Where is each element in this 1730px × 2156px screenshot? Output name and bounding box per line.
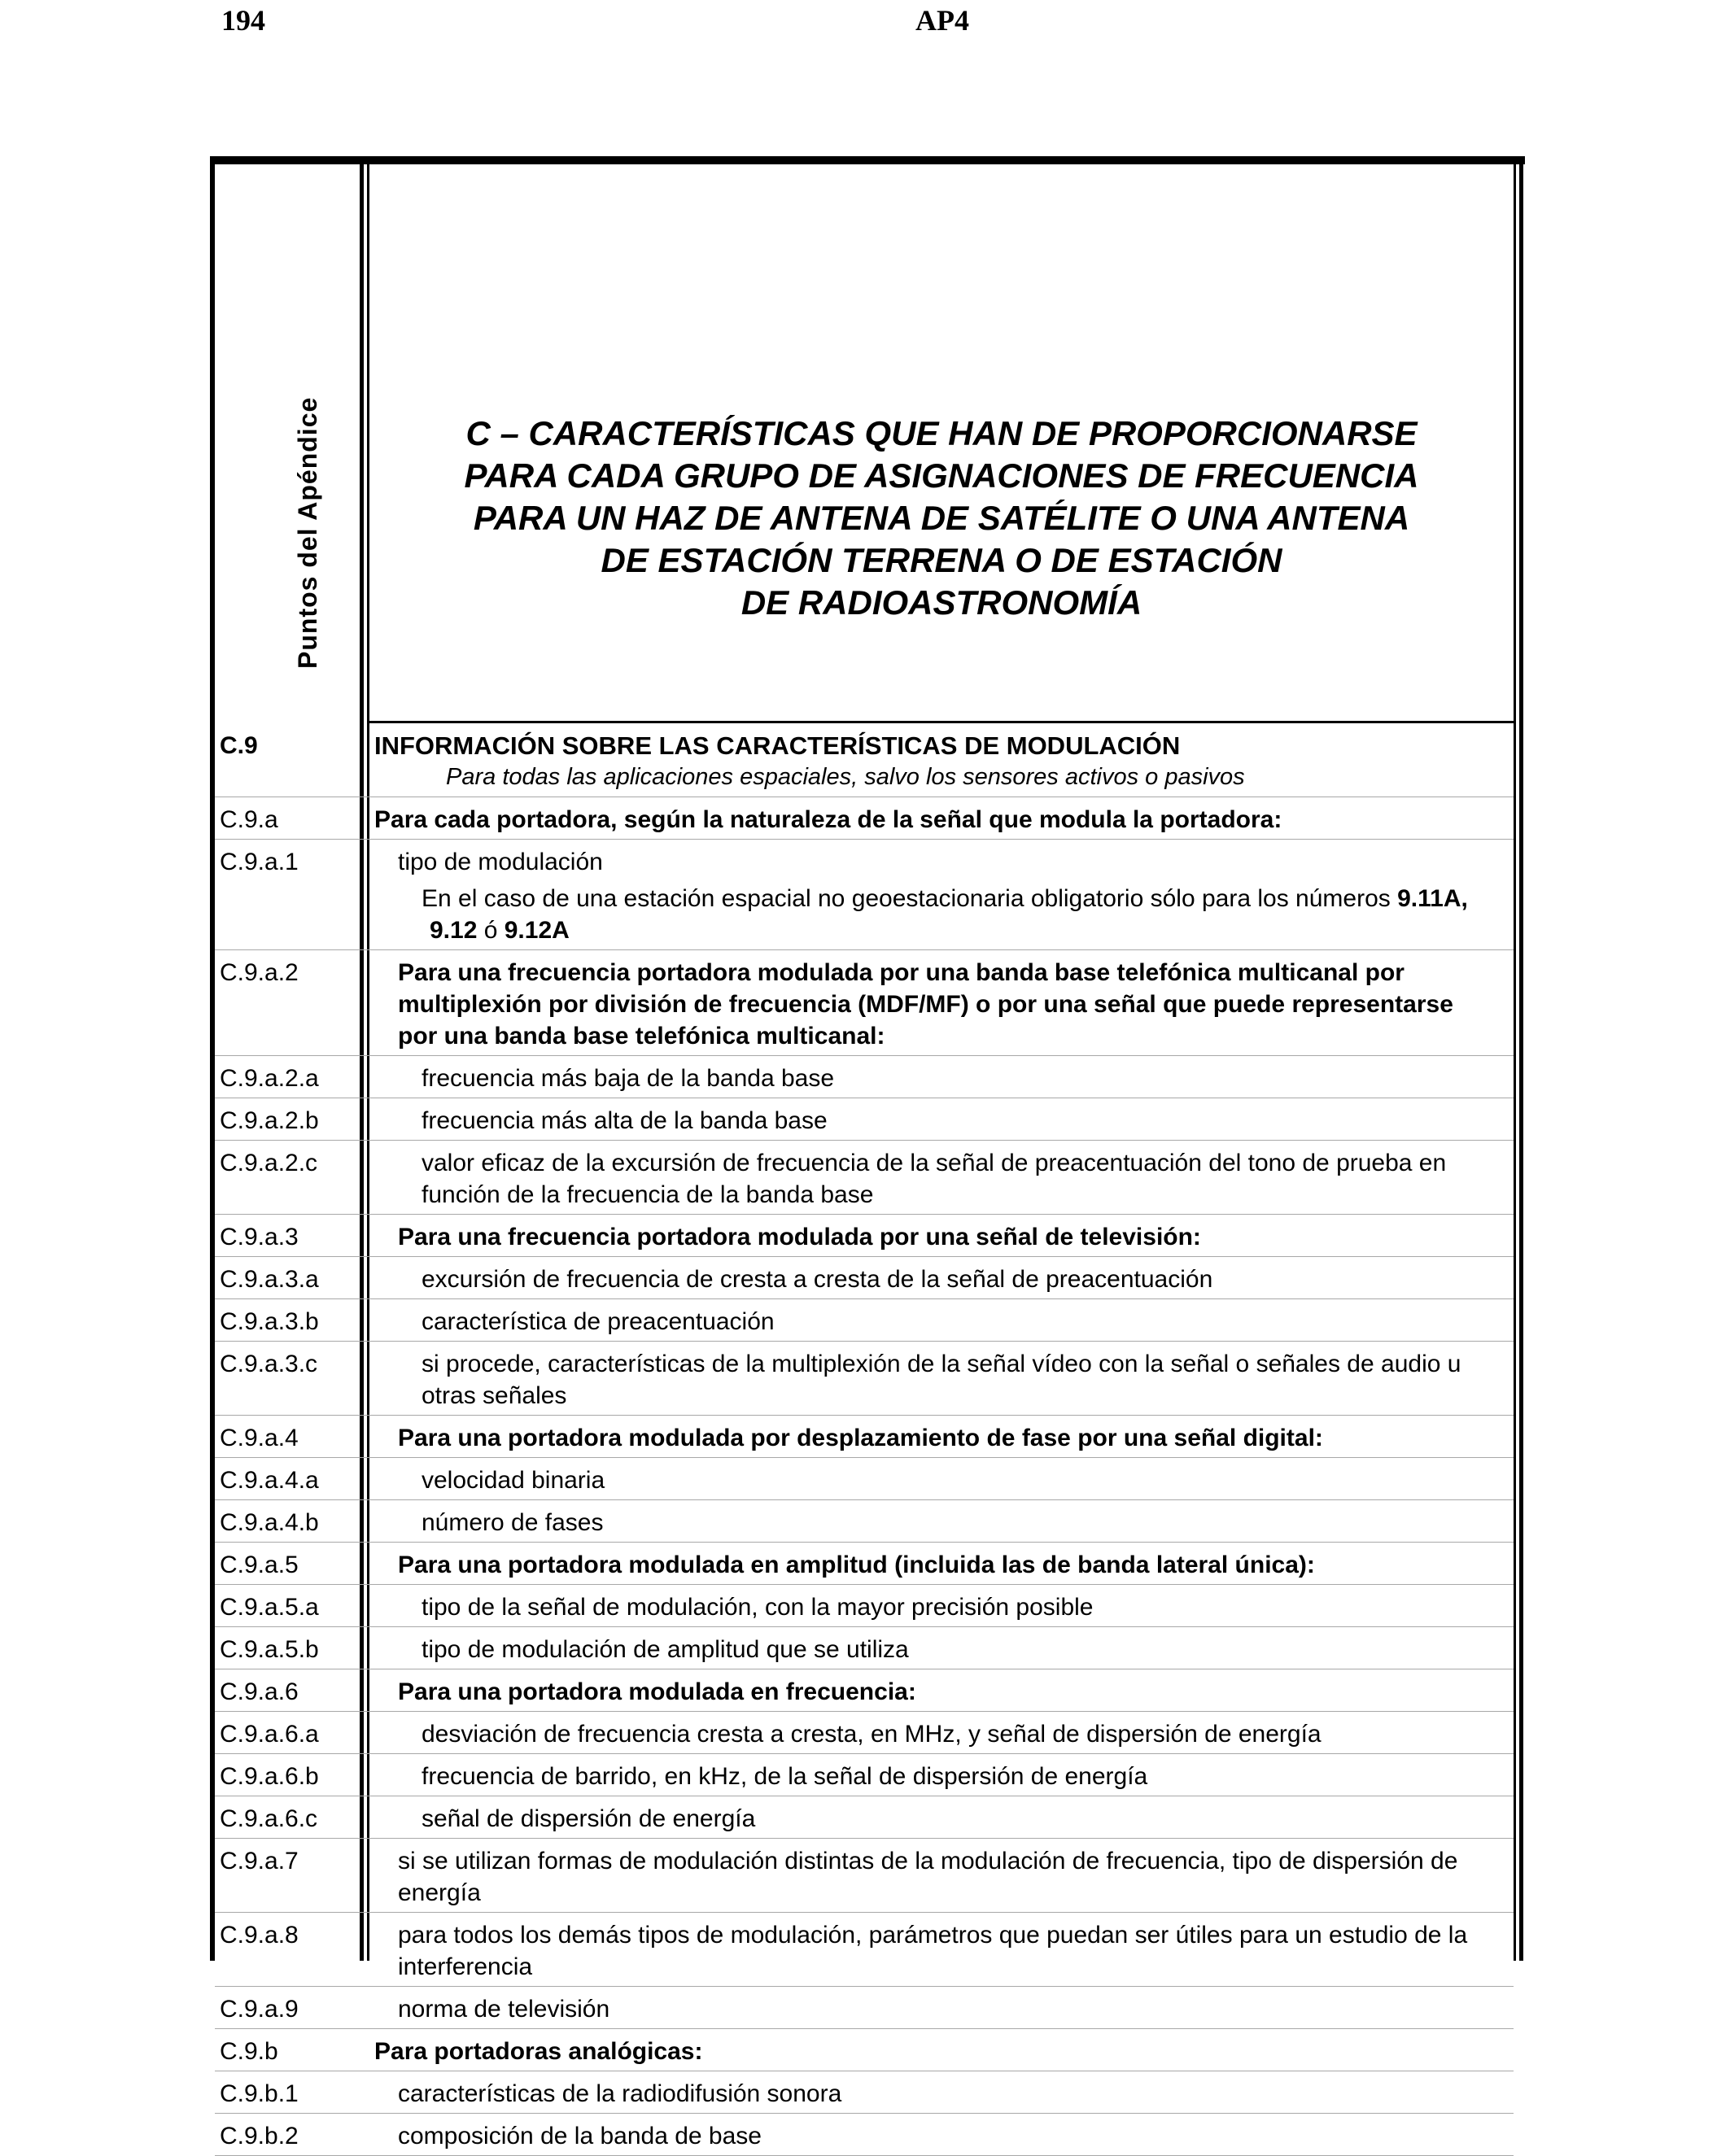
row-text: tipo de la señal de modulación, con la mayor precisión posible [422, 1594, 1094, 1621]
row-text: frecuencia más baja de la banda base [422, 1065, 835, 1092]
row-ref: C.9.b.1 [220, 2080, 299, 2107]
row-text: características de la radiodifusión sonora [398, 2080, 842, 2107]
side-label-cell [215, 164, 360, 721]
table-row [215, 1627, 1514, 1669]
row-ref: C.9.a.5.a [220, 1594, 319, 1621]
row-text: Para una frecuencia portadora modulada por una señal de televisión: [398, 1224, 1201, 1250]
table-row [215, 1257, 1514, 1299]
table-row [215, 1299, 1514, 1342]
characteristics-table [215, 723, 1514, 2156]
row-ref: C.9.a.1 [220, 849, 299, 875]
section-heading: INFORMACIÓN SOBRE LAS CARACTERÍSTICAS DE MODULACIÓN [374, 731, 1181, 760]
title-line: DE ESTACIÓN TERRENA O DE ESTACIÓN [601, 541, 1282, 579]
table-row [215, 1669, 1514, 1712]
table-row [215, 1098, 1514, 1141]
table-row [215, 1342, 1514, 1416]
row-ref: C.9.a.3.a [220, 1266, 319, 1293]
row-main-text: tipo de modulación [398, 849, 603, 875]
row-ref: C.9.a.9 [220, 1996, 299, 2023]
row-text: Para una frecuencia portadora modulada por una banda base telefónica multicanal por multiplexión por división de frecuencia (MDF/MF) o por una señal que puede representarse por una banda base telefónica multicanal: [398, 959, 1453, 1050]
row-ref: C.9.a.4 [220, 1425, 299, 1451]
table-row [215, 1416, 1514, 1458]
table-row [215, 2114, 1514, 2156]
table-row [215, 2071, 1514, 2114]
top-rule [210, 156, 1525, 164]
table-row [215, 950, 1514, 1056]
page-number: 194 [221, 4, 265, 37]
row-text: para todos los demás tipos de modulación, parámetros que puedan ser útiles para un estudio de la interferencia [398, 1922, 1468, 1980]
page-header [0, 0, 1730, 49]
row-text: número de fases [422, 1509, 604, 1536]
side-label: Puntos del Apéndice [293, 396, 322, 669]
table-row [215, 1215, 1514, 1257]
row-ref: C.9.a.3.b [220, 1308, 319, 1335]
table-row [215, 723, 1514, 797]
table-row [215, 1712, 1514, 1754]
table-row [215, 1141, 1514, 1215]
section-title-cell [369, 164, 1514, 721]
row-ref: C.9.a.6 [220, 1678, 299, 1705]
row-ref: C.9.a.3 [220, 1224, 299, 1250]
title-line: PARA UN HAZ DE ANTENA DE SATÉLITE O UNA ANTENA [473, 499, 1410, 537]
row-text: Para una portadora modulada en frecuencia: [398, 1678, 916, 1705]
row-text: excursión de frecuencia de cresta a cresta de la señal de preacentuación [422, 1266, 1213, 1293]
table-row [215, 2029, 1514, 2071]
row-ref: C.9.b.2 [220, 2123, 299, 2149]
row-text [374, 723, 1514, 797]
row-ref: C.9.a.6.c [220, 1805, 318, 1832]
title-line: C – CARACTERÍSTICAS QUE HAN DE PROPORCIONARSE [465, 414, 1418, 452]
appendix-table-frame [210, 156, 1525, 2149]
table-row [215, 1913, 1514, 1987]
row-text: Para una portadora modulada por desplazamiento de fase por una señal digital: [398, 1425, 1323, 1451]
row-ref: C.9.a.2 [220, 959, 299, 986]
table-row [215, 1585, 1514, 1627]
table-row [215, 840, 1514, 950]
row-text: norma de televisión [398, 1996, 610, 2023]
table-row [215, 1500, 1514, 1543]
table-row [215, 1056, 1514, 1098]
row-text: composición de la banda de base [398, 2123, 762, 2149]
row-text: Para cada portadora, según la naturaleza de la señal que modula la portadora: [374, 806, 1282, 833]
row-ref: C.9.a.3.c [220, 1351, 318, 1377]
appendix-code: AP4 [915, 4, 969, 37]
row-ref: C.9.a.2.b [220, 1107, 319, 1134]
row-text: frecuencia de barrido, en kHz, de la señal de dispersión de energía [422, 1763, 1148, 1790]
row-ref: C.9.a.7 [220, 1848, 299, 1874]
table-row [215, 1987, 1514, 2029]
table-row [215, 797, 1514, 840]
title-line: PARA CADA GRUPO DE ASIGNACIONES DE FRECUENCIA [464, 456, 1419, 495]
row-text: característica de preacentuación [422, 1308, 775, 1335]
row-text: valor eficaz de la excursión de frecuencia de la señal de preacentuación del tono de prueba en función de la frecuencia de la banda base [422, 1150, 1447, 1208]
row-ref: C.9.a.8 [220, 1922, 299, 1949]
row-ref: C.9.a.2.a [220, 1065, 319, 1092]
row-text: velocidad binaria [422, 1467, 605, 1494]
row-text: si procede, características de la multiplexión de la señal vídeo con la señal o señales de audio u otras señales [422, 1351, 1461, 1409]
row-text: si se utilizan formas de modulación distintas de la modulación de frecuencia, tipo de dispersión de energía [398, 1848, 1458, 1906]
row-text: desviación de frecuencia cresta a cresta, en MHz, y señal de dispersión de energía [422, 1721, 1322, 1748]
row-text: señal de dispersión de energía [422, 1805, 756, 1832]
title-line: DE RADIOASTRONOMÍA [740, 583, 1142, 622]
row-text: frecuencia más alta de la banda base [422, 1107, 828, 1134]
row-text [374, 840, 1514, 950]
row-ref: C.9.a.5 [220, 1552, 299, 1578]
row-text: Para una portadora modulada en amplitud (incluida las de banda lateral única): [398, 1552, 1315, 1578]
row-text: Para portadoras analógicas: [374, 2038, 703, 2065]
table-row [215, 1543, 1514, 1585]
table-row [215, 1458, 1514, 1500]
row-ref: C.9.b [220, 2038, 278, 2065]
row-note: En el caso de una estación espacial no geoestacionaria obligatorio sólo para los números 9.11A, 9.12 ó 9.12A [422, 885, 1468, 944]
table-row [215, 1796, 1514, 1839]
row-ref: C.9.a.4.b [220, 1509, 319, 1536]
table-row [215, 1839, 1514, 1913]
row-ref: C.9.a [220, 806, 278, 833]
row-ref: C.9.a.5.b [220, 1636, 319, 1663]
row-ref: C.9.a.2.c [220, 1150, 318, 1176]
right-border [1514, 156, 1516, 1961]
table-row [215, 1754, 1514, 1796]
row-ref: C.9 [220, 732, 258, 759]
row-note: Para todas las aplicaciones espaciales, salvo los sensores activos o pasivos [446, 764, 1245, 790]
row-ref: C.9.a.6.b [220, 1763, 319, 1790]
section-title [369, 412, 1514, 624]
row-ref: C.9.a.4.a [220, 1467, 319, 1494]
row-ref: C.9.a.6.a [220, 1721, 319, 1748]
right-border [1519, 156, 1523, 1961]
row-text: tipo de modulación de amplitud que se utiliza [422, 1636, 909, 1663]
